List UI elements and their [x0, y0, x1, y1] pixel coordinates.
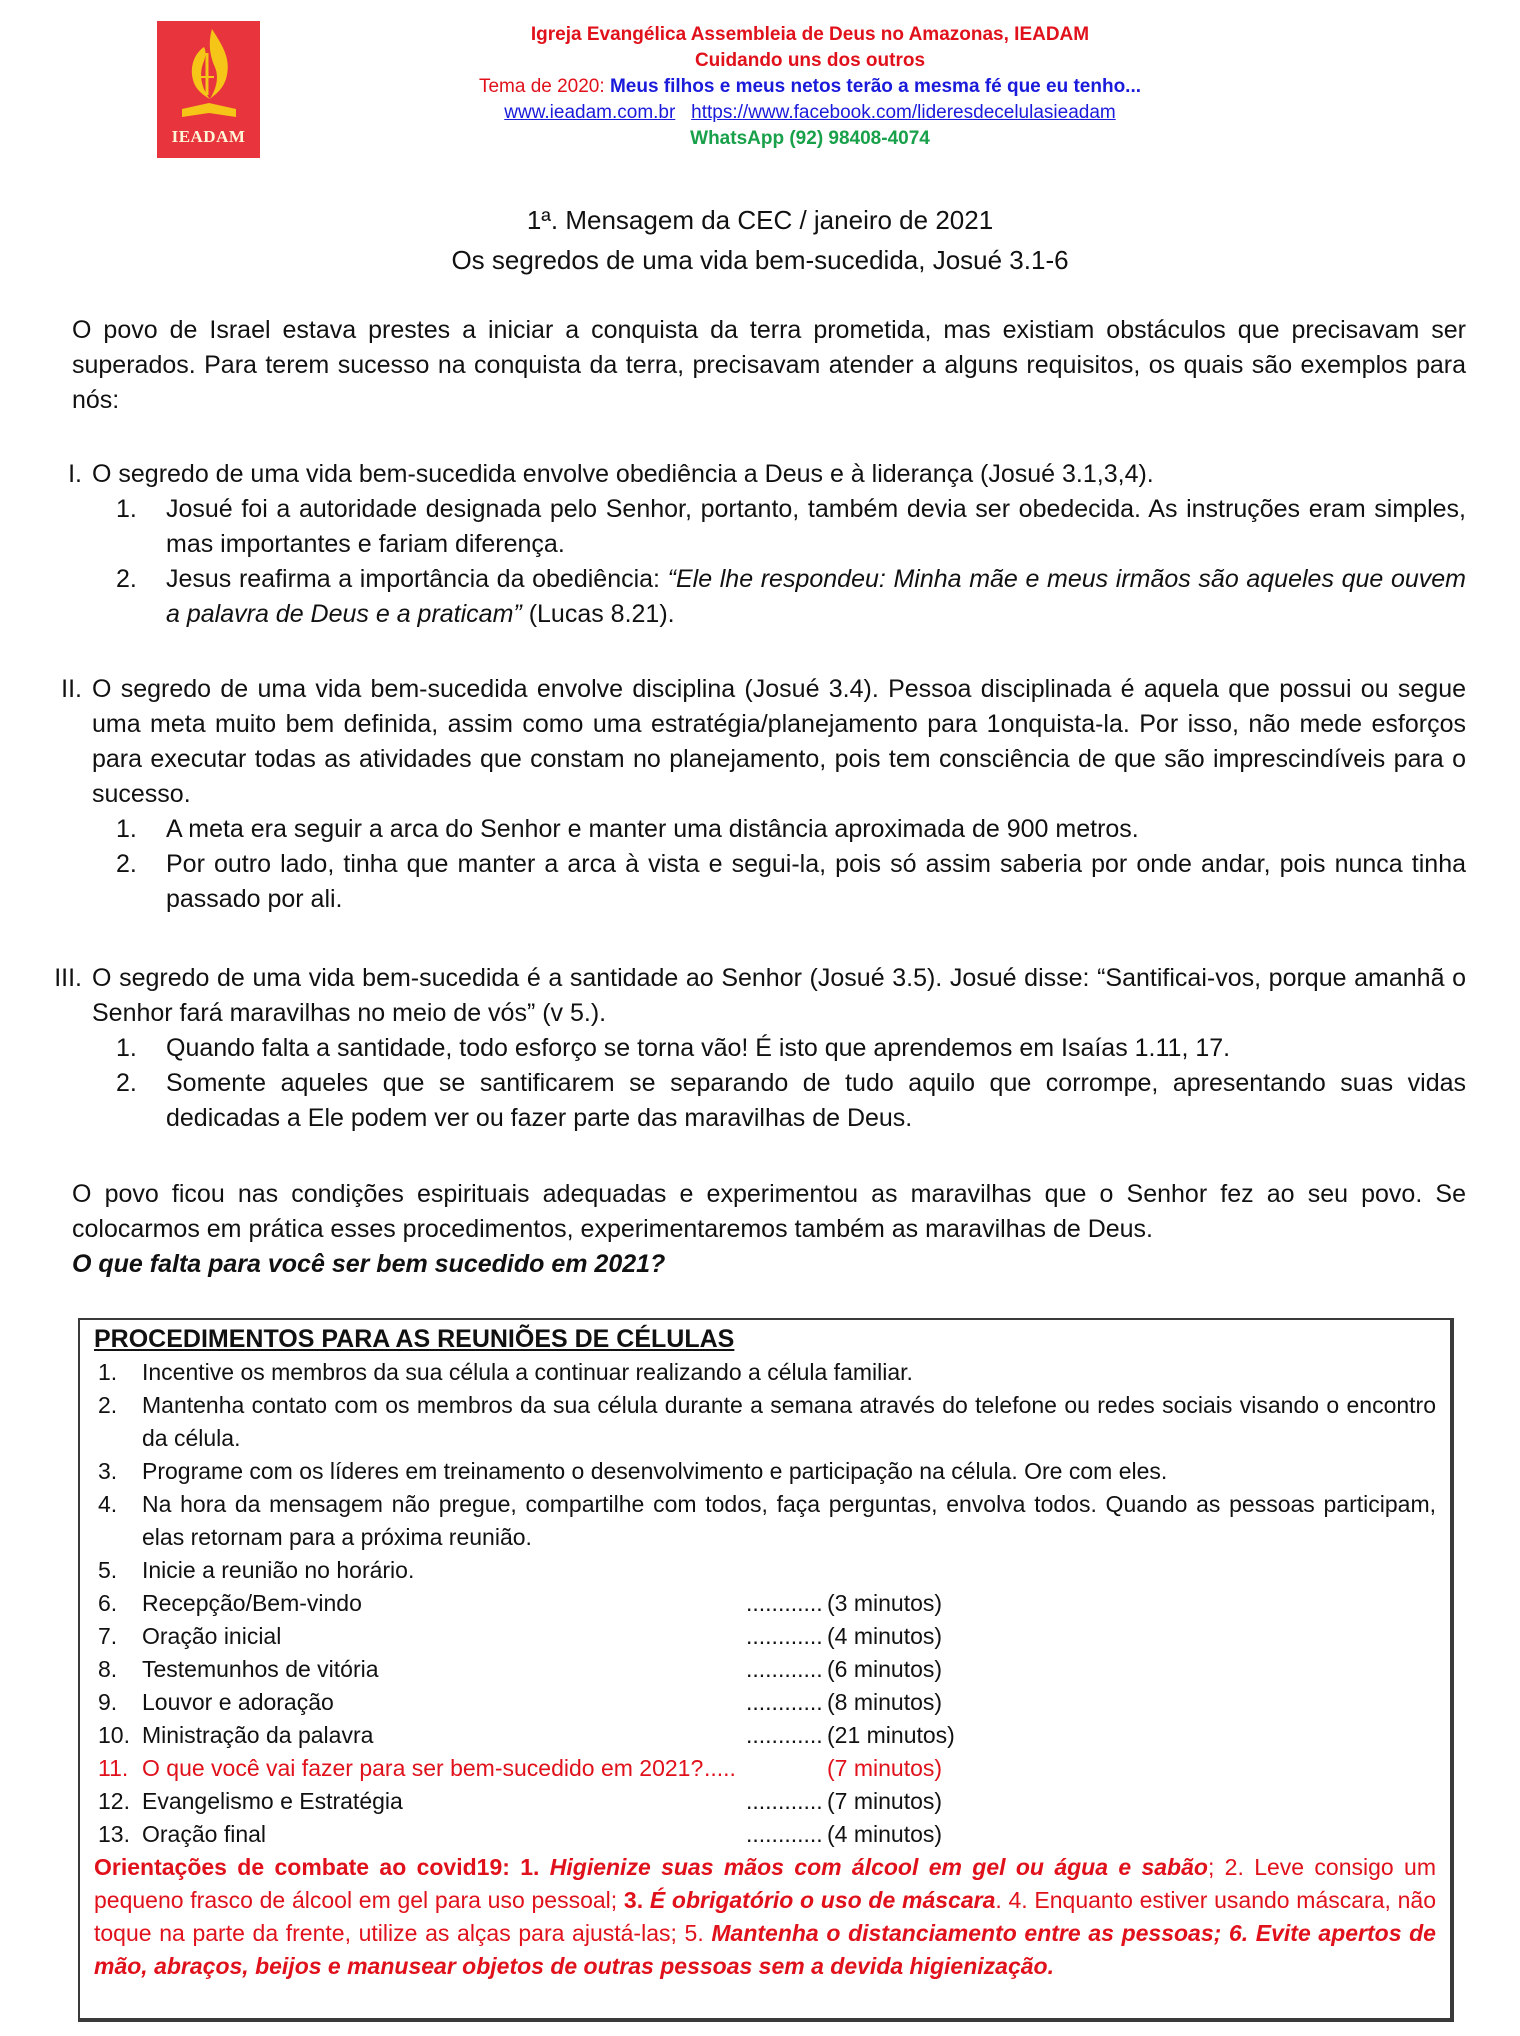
section-numeral: I.: [68, 460, 82, 488]
message-title: 1ª. Mensagem da CEC / janeiro de 2021: [526, 205, 994, 235]
flame-bible-icon: [174, 25, 244, 125]
subitem: 1. Josué foi a autoridade designada pelo Senhor, portanto, também devia ser obedecida. As instruções eram simples, mas importantes e fariam diferença.: [116, 495, 1466, 558]
section-numeral: III.: [54, 964, 82, 992]
procedure-item: 1. Incentive os membros da sua célula a continuar realizando a célula familiar.: [98, 1359, 913, 1385]
conclusion-paragraph: O povo ficou nas condições espirituais adequadas e experimentou as maravilhas que o Senhor fez ao seu povo. Se colocarmos em prática esses procedimentos, experimentaremos também as maravilhas de Deus.: [72, 1180, 1466, 1243]
procedure-item: 5. Inicie a reunião no horário.: [98, 1557, 415, 1583]
section-numeral: II.: [61, 675, 82, 703]
bible-quote: “Ele lhe respondeu: Minha mãe e meus irmãos são aqueles que ouvem a palavra de Deus e a praticam”: [166, 565, 1466, 628]
intro-paragraph: O povo de Israel estava prestes a iniciar a conquista da terra prometida, mas existiam obstáculos que precisavam ser superados. Para terem sucesso na conquista da terra, precisavam atender a alguns requisitos, os quais são exemplos para nós:: [72, 316, 1466, 414]
subitem: 1. A meta era seguir a arca do Senhor e manter uma distância aproximada de 900 metros.: [116, 815, 1139, 843]
header-whatsapp: WhatsApp (92) 98408-4074: [690, 128, 930, 149]
subitem: 2. Jesus reafirma a importância da obediência: “Ele lhe respondeu: Minha mãe e meus irmãos são aqueles que ouvem a palavra de Deus e a praticam” (Lucas 8.21).: [116, 565, 1466, 628]
procedure-item: 2. Mantenha contato com os membros da sua célula durante a semana através do telefone ou redes sociais visando o encontro da célula.: [98, 1392, 1436, 1451]
schedule-item: 8. Testemunhos de vitória ............ (6 minutos): [94, 1653, 1436, 1686]
subitem: 1. Quando falta a santidade, todo esforço se torna vão! É isto que aprendemos em Isaías 1.11, 17.: [116, 1034, 1231, 1062]
duration: (7 minutos): [827, 1788, 943, 1814]
theme-label: Tema de 2020:: [478, 76, 610, 97]
site-link[interactable]: www.ieadam.com.br: [504, 102, 676, 123]
schedule-item: 7. Oração inicial ............ (4 minutos): [94, 1620, 1436, 1653]
ieadam-logo: [157, 21, 260, 158]
procedures-title: PROCEDIMENTOS PARA AS REUNIÕES DE CÉLULAS: [94, 1325, 735, 1353]
duration: (6 minutos): [827, 1656, 943, 1682]
subitem: 2. Somente aqueles que se santificarem se separando de tudo aquilo que corrompe, apresentando suas vidas dedicadas a Ele podem ver ou fazer parte das maravilhas de Deus.: [116, 1069, 1466, 1132]
schedule-item: 9. Louvor e adoração ............ (8 minutos): [94, 1686, 1436, 1719]
header-motto: Cuidando uns dos outros: [694, 50, 926, 71]
covid-guidelines: Orientações de combate ao covid19: 1. Higienize suas mãos com álcool em gel ou água e sabão; 2. Leve consigo um pequeno frasco de álcool em gel para uso pessoal; 3. É obrigatório o uso de máscara. 4. Enquanto estiver usando máscara, não toque na parte da frente, utilize as alças para ajustá-las; 5. Mantenha o distanciamento entre as pessoas; 6. Evite apertos de mão, abraços, beijos e manusear objetos de outras pessoas sem a devida higienização.: [94, 1854, 1436, 1979]
section-text: O segredo de uma vida bem-sucedida é a santidade ao Senhor (Josué 3.5). Josué disse: “Santificai-vos, porque amanhã o Senhor fará maravilhas no meio de vós” (v 5.).: [92, 964, 1466, 1027]
theme-text: Meus filhos e meus netos terão a mesma fé que eu tenho...: [609, 76, 1142, 97]
procedure-item: 4. Na hora da mensagem não pregue, compartilhe com todos, faça perguntas, envolva todos. Quando as pessoas participam, elas retornam para a próxima reunião.: [98, 1491, 1436, 1550]
section-text: O segredo de uma vida bem-sucedida envolve disciplina (Josué 3.4). Pessoa disciplinada é aquela que possui ou segue uma meta muito bem definida, assim como uma estratégia/planejamento para 1onquista-la. Por isso, não mede esforços para executar todas as atividades que constam no planejamento, pois tem consciência de que são imprescindíveis para o sucesso.: [92, 675, 1466, 808]
section-1: [68, 457, 1466, 632]
section-2: [61, 672, 1466, 917]
schedule-item: 13. Oração final ............ (4 minutos): [94, 1818, 1436, 1851]
document-titles: [0, 200, 1520, 280]
procedures-box: [78, 1318, 1454, 2022]
schedule-item: 12. Evangelismo e Estratégia ............ (7 minutos): [94, 1785, 1436, 1818]
header-theme: [260, 74, 1360, 100]
header-links: [260, 100, 1360, 126]
section-text: O segredo de uma vida bem-sucedida envolve obediência a Deus e à liderança (Josué 3.1,3,4).: [92, 460, 1154, 488]
duration: (3 minutos): [827, 1590, 943, 1616]
duration: (8 minutos): [827, 1689, 943, 1715]
duration: (21 minutos): [827, 1722, 955, 1748]
message-subtitle: Os segredos de uma vida bem-sucedida, Josué 3.1-6: [451, 245, 1069, 275]
facebook-link[interactable]: https://www.facebook.com/lideresdecelulasieadam: [691, 102, 1116, 123]
procedure-item: 3. Programe com os líderes em treinamento o desenvolvimento e participação na célula. Ore com eles.: [98, 1458, 1168, 1484]
subitem: 2. Por outro lado, tinha que manter a arca à vista e segui-la, pois só assim saberia por onde andar, pois nunca tinha passado por ali.: [116, 850, 1466, 913]
covid-label: Orientações de combate ao covid19:: [94, 1854, 521, 1880]
section-3: [54, 961, 1466, 1136]
schedule-item: 6. Recepção/Bem-vindo ............ (3 minutos): [94, 1587, 1436, 1620]
closing-question: O que falta para você ser bem sucedido em 2021?: [72, 1250, 666, 1278]
schedule-item-highlight: 11. O que você vai fazer para ser bem-sucedido em 2021? ..... (7 minutos): [94, 1752, 1436, 1785]
duration: (4 minutos): [827, 1821, 943, 1847]
header-org-name: Igreja Evangélica Assembleia de Deus no Amazonas, IEADAM: [530, 24, 1090, 45]
duration: (4 minutos): [827, 1623, 943, 1649]
schedule-item: 10. Ministração da palavra ............ (21 minutos): [94, 1719, 1436, 1752]
duration: (7 minutos): [827, 1755, 943, 1781]
logo-text: IEADAM: [171, 127, 246, 146]
